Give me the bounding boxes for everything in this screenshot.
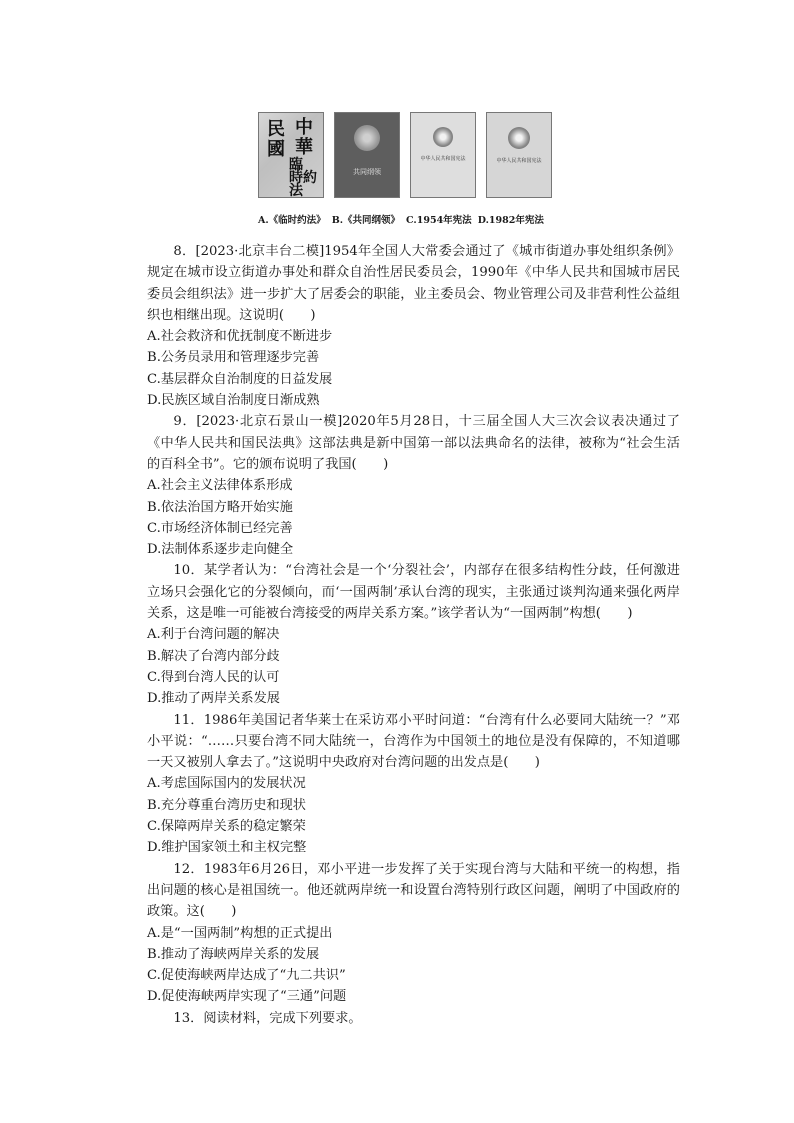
question-stem: 13．阅读材料，完成下列要求。 <box>173 1010 362 1026</box>
figure-row <box>258 112 552 198</box>
image-calligraphy: 臨 時約法 <box>289 157 317 198</box>
option-a: A.社会主义法律体系形成 <box>147 478 293 494</box>
option-d: D.促使海峡两岸实现了“三通”问题 <box>147 989 347 1005</box>
national-emblem-icon <box>354 125 380 151</box>
image-title: 共同纲领 <box>353 168 381 176</box>
question-11 <box>147 710 680 859</box>
option-b: B.充分尊重台湾历史和现状 <box>147 797 306 813</box>
option-c: C.促使海峡两岸达成了“九二共识” <box>147 968 346 984</box>
option-c: C.得到台湾人民的认可 <box>147 669 280 685</box>
question-10 <box>147 560 680 709</box>
option-c: C.市场经济体制已经完善 <box>147 520 293 536</box>
option-a: A.社会救济和优抚制度不断进步 <box>147 329 333 345</box>
figure-captions <box>258 212 568 226</box>
image-title: 中华人民共和国宪法 <box>420 156 466 162</box>
figure-caption: C.1954年宪法 <box>406 215 472 226</box>
question-stem: 10．某学者认为：“台湾社会是一个‘分裂社会’，内部存在很多结构性分歧，任何激进立场只会强化它的分裂倾向，而‘一国两制’承认台湾的现实，主张通过谈判沟通来强化两岸关系，这是唯一可能被台湾接受的两岸关系方案。”该学者认为“一国两制”构想( ) <box>147 563 680 622</box>
national-emblem-icon <box>433 127 453 147</box>
option-d: D.维护国家领土和主权完整 <box>147 840 307 856</box>
image-calligraphy: 中 <box>295 117 313 138</box>
image-calligraphy: 國 <box>267 139 285 160</box>
option-a: A.利于台湾问题的解决 <box>147 627 280 643</box>
constitution-1982-image <box>486 112 552 198</box>
option-d: D.法制体系逐步走向健全 <box>147 542 294 558</box>
figure-caption: B.《共同纲领》 <box>331 215 401 226</box>
option-b: B.依法治国方略开始实施 <box>147 499 293 515</box>
national-emblem-icon <box>508 127 530 149</box>
image-calligraphy: 民 <box>267 119 285 140</box>
constitution-1954-image <box>410 112 476 198</box>
option-b: B.解决了台湾内部分歧 <box>147 648 280 664</box>
question-8 <box>147 241 680 411</box>
question-stem: 12．1983年6月26日，邓小平进一步发挥了关于实现台湾与大陆和平统一的构想，指出问题的核心是祖国统一。他还就两岸统一和设置台湾特别行政区问题，阐明了中国政府的政策。这( ) <box>147 861 680 920</box>
question-13 <box>147 1008 680 1029</box>
option-a: A.是“一国两制”构想的正式提出 <box>147 925 333 941</box>
option-a: A.考虑国际国内的发展状况 <box>147 776 306 792</box>
question-9 <box>147 411 680 560</box>
figure-caption: A.《临时约法》 <box>258 215 326 226</box>
option-c: C.基层群众自治制度的日益发展 <box>147 371 333 387</box>
figure-caption: D.1982年宪法 <box>477 215 544 226</box>
question-stem: 11．1986年美国记者华莱士在采访邓小平时问道：“台湾有什么必要同大陆统一？”邓小平说：“……只要台湾不同大陆统一，台湾作为中国领土的地位是没有保障的，不知道哪一天又被别人拿去了。”这说明中央政府对台湾问题的出发点是( ) <box>147 712 680 771</box>
option-b: B.公务员录用和管理逐步完善 <box>147 350 320 366</box>
question-list <box>147 241 680 1029</box>
image-title: 中华人民共和国宪法 <box>496 158 542 164</box>
option-d: D.民族区域自治制度日渐成熟 <box>147 393 320 409</box>
image-calligraphy: 華 <box>295 137 313 158</box>
option-c: C.保障两岸关系的稳定繁荣 <box>147 819 306 835</box>
question-stem: 8．[2023·北京丰台二模]1954年全国人大常委会通过了《城市街道办事处组织条例》规定在城市设立街道办事处和群众自治性居民委员会，1990年《中华人民共和国城市居民委员会组织法》进一步扩大了居委会的职能，业主委员会、物业管理公司及非营利性公益组织也相继出现。这说明( ) <box>147 244 680 323</box>
option-d: D.推动了两岸关系发展 <box>147 691 280 707</box>
option-b: B.推动了海峡两岸关系的发展 <box>147 946 320 962</box>
question-12 <box>147 859 680 1008</box>
provisional-constitution-image <box>258 112 324 198</box>
question-stem: 9．[2023·北京石景山一模]2020年5月28日，十三届全国人大三次会议表决通过了《中华人民共和国民法典》这部法典是新中国第一部以法典命名的法律，被称为“社会生活的百科全书”。它的颁布说明了我国( ) <box>147 414 680 472</box>
common-program-image <box>334 112 400 198</box>
